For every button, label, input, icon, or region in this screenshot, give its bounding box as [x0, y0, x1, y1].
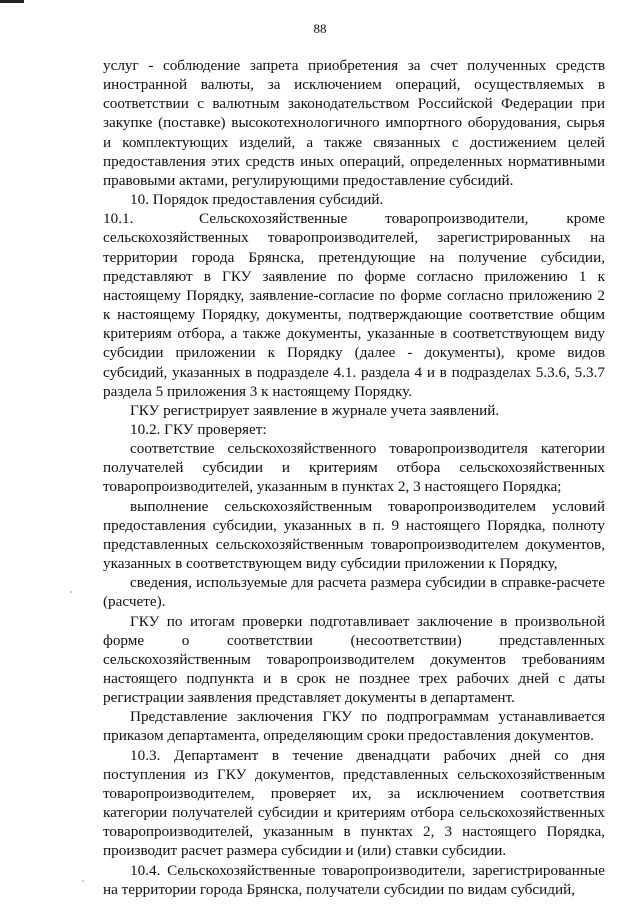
paragraph-conclusion: ГКУ по итогам проверки подготавливает заключение в произвольной форме о соответствии (несоответствии) представленных сельскохозяйственным товаропроизводителем документов требованиям настоящего подпункта и в срок не позднее трех рабочих дней с даты регистрации заявления представляет документы в департамент.	[103, 612, 605, 707]
paragraph-registration: ГКУ регистрирует заявление в журнале учета заявлений.	[130, 401, 500, 419]
clause-10-4: 10.4. Сельскохозяйственные товаропроизводители, зарегистрированные на территории города Брянска, получатели субсидии по видам субсидий,	[103, 861, 605, 898]
clause-10-3: 10.3. Департамент в течение двенадцати рабочих дней со дня поступления из ГКУ документов, представленных сельскохозяйственным товаропроизводителем, проверяет их, за исключением соответствия категории получателей субсидии и критериям отбора сельскохозяйственных товаропроизводителей, указанным в пунктах 2, 3 настоящего Порядка, производит расчет размера субсидии и (или) ставки субсидии.	[103, 746, 605, 860]
page-number: 88	[313, 21, 327, 36]
document-body	[103, 56, 605, 899]
clause-10-1-text: Сельскохозяйственные товаропроизводители, кроме сельскохозяйственных товаропроизводителей, зарегистрированных на территории города Брянска, претендующие на получение субсидии, представляют в ГКУ заявление по форме согласно приложению 1 к настоящему Порядку, заявление-согласие по форме согласно приложению 2 к настоящему Порядку, документы, подтверждающие соответствие общим критериям отбора, а также документы, указанные в соответствующем виду субсидии приложении к Порядку (далее - документы), кроме видов субсидий, указанных в подразделе 4.1. раздела 4 и в подразделах 5.3.6, 5.3.7 раздела 5 приложения 3 к настоящему Порядку.	[103, 210, 605, 400]
paragraph-submission: Представление заключения ГКУ по подпрограммам устанавливается приказом департамента, определяющим сроки предоставления документов.	[103, 708, 605, 745]
clause-10-1	[103, 209, 605, 401]
check-item-calculation: сведения, используемые для расчета размера субсидии в справке-расчете (расчете).	[103, 574, 605, 611]
scan-speck	[70, 591, 72, 593]
clause-number: 10.1.	[103, 210, 134, 228]
clause-10-2: 10.2. ГКУ проверяет:	[130, 420, 267, 438]
section-heading-10: 10. Порядок предоставления субсидий.	[130, 191, 384, 209]
paragraph-currency-restriction: услуг - соблюдение запрета приобретения за счет полученных средств иностранной валюты, за исключением операций, осуществляемых в соответствии с валютным законодательством Российской Федерации при закупке (поставке) высокотехнологичного импортного оборудования, сырья и комплектующих изделий, а также связанных с достижением целей предоставления этих средств иных операций, определенных нормативными правовыми актами, регулирующими предоставление субсидий.	[103, 57, 605, 189]
check-item-category: соответствие сельскохозяйственного товаропроизводителя категории получателей субсидии и критериям отбора сельскохозяйственных товаропроизводителей, указанным в пунктах 2, 3 настоящего Порядка;	[103, 440, 605, 496]
check-item-conditions: выполнение сельскохозяйственным товаропроизводителем условий предоставления субсидии, указанных в п. 9 настоящего Порядка, полноту представленных сельскохозяйственным товаропроизводителем документов, указанных в соответствующем виду субсидии приложении к Порядку,	[103, 497, 605, 573]
scan-speck	[82, 880, 84, 882]
scan-corner-mark	[0, 0, 24, 3]
